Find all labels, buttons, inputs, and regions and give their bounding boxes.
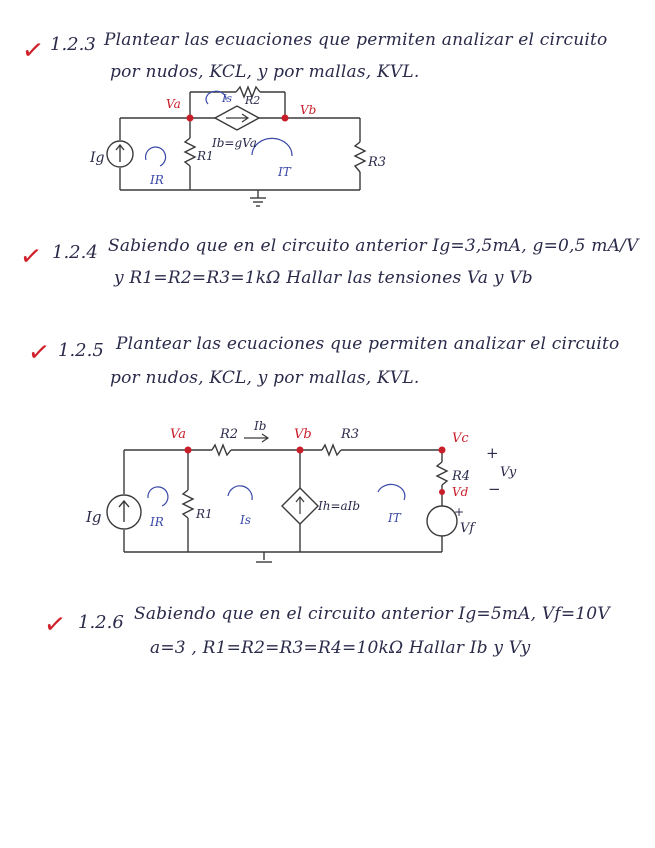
problem-number: 1.2.3 (50, 34, 96, 55)
label-r4: R4 (452, 469, 471, 484)
label-it: IT (388, 511, 401, 525)
label-ig: Ig (90, 150, 105, 166)
label-va: Va (170, 427, 186, 442)
problem-statement-line-1: Plantear las ecuaciones que permiten analizar el circuito (116, 334, 620, 354)
label-vc: Vc (452, 431, 469, 446)
label-vf-plus: + (454, 505, 465, 519)
label-vy-plus: + (486, 444, 499, 462)
label-vy: Vy (500, 465, 517, 480)
problem-number: 1.2.6 (78, 612, 124, 633)
label-va: Va (166, 97, 181, 111)
problem-statement-line-2: a=3 , R1=R2=R3=R4=10kΩ Hallar Ib y Vy (150, 638, 531, 658)
problem-number: 1.2.4 (52, 242, 98, 263)
label-ir: IR (150, 515, 164, 529)
problem-statement-line-1: Sabiendo que en el circuito anterior Ig=5mA, Vf=10V (134, 604, 610, 624)
check-mark-icon: ✓ (18, 240, 44, 274)
label-r1: R1 (196, 507, 213, 521)
label-r3: R3 (368, 155, 387, 170)
label-vb: Vb (300, 103, 317, 117)
label-ib: Ib (254, 419, 267, 433)
label-vf: Vf (460, 521, 475, 536)
label-is: Is (240, 513, 251, 527)
problem-statement-line-2: y R1=R2=R3=1kΩ Hallar las tensiones Va y Vb (114, 268, 533, 288)
label-r2: R2 (245, 94, 261, 107)
label-ir: IR (150, 173, 164, 187)
label-r1: R1 (197, 149, 214, 163)
label-is: Is (222, 92, 232, 105)
label-ig: Ig (86, 508, 102, 526)
problem-statement-line-1: Plantear las ecuaciones que permiten analizar el circuito (104, 30, 608, 50)
check-mark-icon: ✓ (26, 336, 52, 370)
label-vd: Vd (452, 485, 469, 499)
label-vy-minus: − (488, 480, 501, 498)
check-mark-icon: ✓ (20, 34, 46, 68)
problem-statement-line-2: por nudos, KCL, y por mallas, KVL. (110, 368, 420, 388)
label-r3: R3 (341, 427, 360, 442)
problem-statement-line-1: Sabiendo que en el circuito anterior Ig=3,5mA, g=0,5 mA/V (108, 236, 639, 256)
label-it: IT (278, 165, 291, 179)
label-r2: R2 (220, 427, 239, 442)
problem-statement-line-2: por nudos, KCL, y por mallas, KVL. (110, 62, 420, 82)
problem-number: 1.2.5 (58, 340, 104, 361)
label-vb: Vb (294, 427, 312, 442)
check-mark-icon: ✓ (42, 608, 68, 642)
label-dependent-source: Ih=aIb (318, 499, 361, 513)
label-dependent-source: Ib=gVa (212, 136, 257, 150)
